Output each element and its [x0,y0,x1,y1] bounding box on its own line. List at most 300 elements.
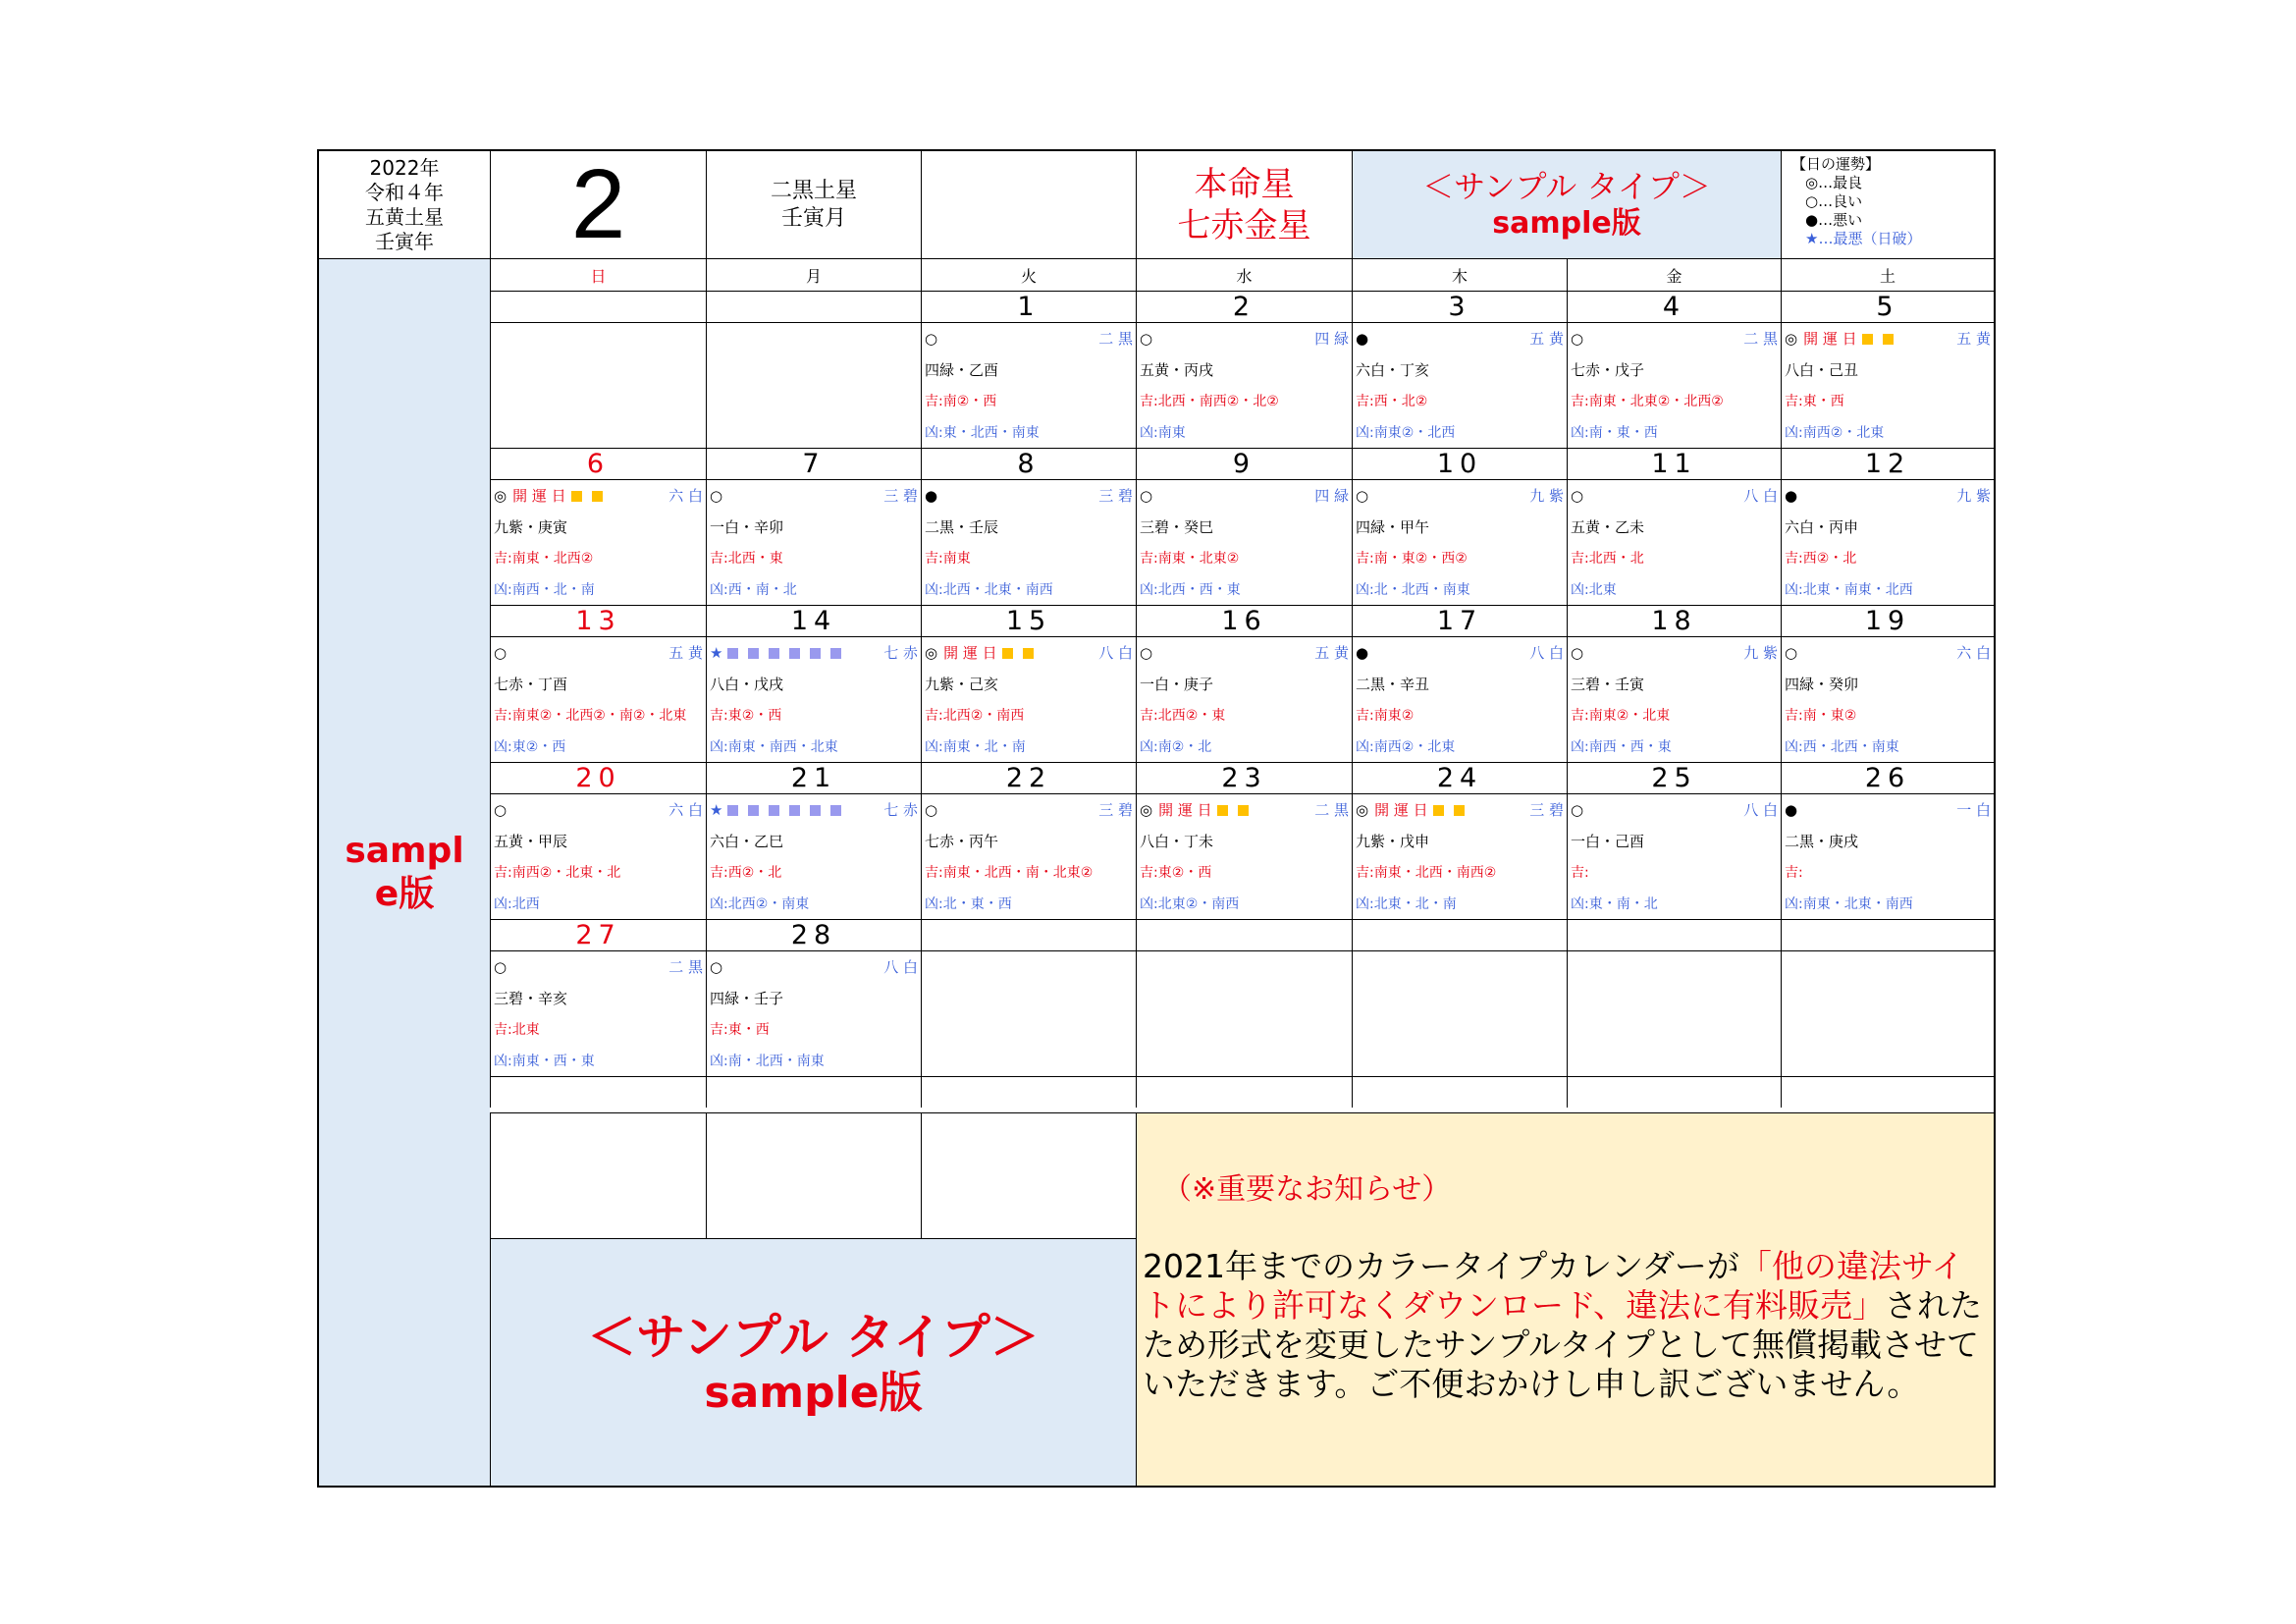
fortune-row [1356,480,1567,512]
fortune-left [710,480,722,512]
fortune-left [1356,794,1469,826]
bad-directions: 凶:西・南・北 [710,582,797,598]
day-star: 三 碧 [883,487,918,505]
fortune-left [1140,323,1152,354]
day-info [1567,636,1781,762]
fortune-left [710,637,846,669]
fortune-row [1571,480,1781,512]
fortune-mark: ○ [1571,644,1584,662]
date-number: 11 [1567,448,1781,479]
stem-branch: 五黄・丙戌 [1140,361,1214,379]
day-star: 五 黄 [1956,330,1991,348]
bottom-empty-cell-2 [706,1112,921,1238]
fortune-row [925,480,1136,512]
bad-directions: 凶:南②・北 [1140,739,1212,755]
date-number [1781,919,1994,950]
legend-good: ○…良い [1805,192,1863,210]
stem-branch: 五黄・乙未 [1571,518,1645,536]
fortune-left [1571,480,1583,512]
stem-branch: 六白・丁亥 [1356,361,1430,379]
date-number [1136,1076,1352,1108]
fortune-row [1140,323,1352,354]
fortune-mark: ◎ [1356,801,1369,819]
date-number [921,919,1136,950]
fortune-row [1571,637,1781,669]
square-icon [1238,805,1249,816]
day-star: 八 白 [1098,644,1133,662]
good-directions: 吉:北西・東 [710,551,783,567]
date-number: 22 [921,762,1136,793]
fortune-row [710,951,921,983]
fortune-left [925,637,1039,669]
year-line: 2022年 [369,155,440,180]
weekday-header: 月 [706,258,921,291]
square-icon [769,648,779,659]
good-directions: 吉:北西②・東 [1140,708,1226,724]
fortune-row [1356,323,1567,354]
good-directions: 吉:南東・北東② [1140,551,1240,567]
date-number [706,291,921,322]
bad-directions: 凶:北東 [1571,582,1617,598]
day-info [706,793,921,919]
sample-header [1352,151,1781,258]
weekday-header: 木 [1352,258,1567,291]
lucky-day-label: 開 運 日 [512,487,566,505]
day-star: 三 碧 [1529,801,1564,819]
day-info [1781,322,1994,448]
fortune-mark: ○ [494,801,507,819]
good-directions: 吉:北西・北 [1571,551,1644,567]
fortune-row [1356,637,1567,669]
square-icon [1217,805,1228,816]
good-directions: 吉:南・東② [1785,708,1857,724]
month-number: 2 [490,151,706,258]
legend-bad: ●…悪い [1805,211,1863,229]
square-icon [727,805,738,816]
fortune-row [494,794,706,826]
weekday-header: 金 [1567,258,1781,291]
day-star: 五 黄 [1529,330,1564,348]
month-stem-line: 壬寅月 [780,205,846,231]
fortune-left [1356,637,1368,669]
day-info [1781,636,1994,762]
lucky-day-label: 開 運 日 [1374,801,1428,819]
day-info [1136,950,1352,1076]
fortune-mark: ○ [494,644,507,662]
day-star: 七 赤 [883,644,918,662]
bad-directions: 凶:北・北西・南東 [1356,582,1470,598]
day-star: 二 黒 [1314,801,1349,819]
square-icon [769,805,779,816]
day-info [1781,793,1994,919]
lucky-day-label: 開 運 日 [1803,330,1857,348]
day-star: 二 黒 [668,958,703,976]
day-info [706,636,921,762]
lucky-day-label: 開 運 日 [943,644,997,662]
bad-directions: 凶:南西②・北東 [1785,425,1885,441]
stem-branch: 四緑・乙酉 [925,361,999,379]
fortune-row [925,637,1136,669]
day-info [921,950,1136,1076]
day-star: 八 白 [1743,487,1778,505]
day-star: 五 黄 [1314,644,1349,662]
day-star: 六 白 [668,801,703,819]
calendar [317,149,1996,1488]
date-number: 28 [706,919,921,950]
fortune-row [1140,480,1352,512]
square-icon [789,648,800,659]
date-number: 9 [1136,448,1352,479]
honmei-value: 七赤金星 [1177,205,1311,245]
bad-directions: 凶:東・南・北 [1571,896,1658,912]
fortune-left [494,480,608,512]
good-directions: 吉:南西②・北東・北 [494,865,621,881]
stem-branch: 二黒・庚戌 [1785,833,1859,850]
good-directions: 吉:南東② [1356,708,1415,724]
date-number: 12 [1781,448,1994,479]
square-icon [1454,805,1465,816]
day-star: 四 緑 [1314,487,1349,505]
fortune-left [1571,323,1583,354]
square-icon [592,491,603,502]
day-star: 五 黄 [668,644,703,662]
date-number: 27 [490,919,706,950]
notice-body [1143,1247,1984,1404]
stem-branch: 八白・己丑 [1785,361,1859,379]
fortune-mark: ○ [1571,330,1584,348]
stem-branch: 四緑・壬子 [710,990,784,1007]
fortune-left [494,794,507,826]
day-star: 一 白 [1956,801,1991,819]
day-star: 八 白 [883,958,918,976]
fortune-row [1785,323,1994,354]
fortune-mark: ○ [494,958,507,976]
stem-branch: 一白・己酉 [1571,833,1645,850]
fortune-mark: ○ [1356,487,1369,505]
date-number: 1 [921,291,1136,322]
bad-directions: 凶:南東・南西・北東 [710,739,838,755]
fortune-row [710,480,921,512]
fortune-left [925,323,937,354]
date-number: 10 [1352,448,1567,479]
date-number [706,1076,921,1108]
bad-directions: 凶:南・東・西 [1571,425,1658,441]
fortune-row [925,794,1136,826]
important-notice [1136,1112,1994,1486]
day-info [1567,479,1781,605]
fortune-row [710,637,921,669]
bad-directions: 凶:西・北西・南東 [1785,739,1899,755]
stem-branch: 四緑・甲午 [1356,518,1430,536]
bad-directions: 凶:南西・西・東 [1571,739,1672,755]
stem-branch: 二黒・壬辰 [925,518,999,536]
date-number: 5 [1781,291,1994,322]
square-icon [1002,648,1013,659]
stem-branch: 三碧・辛亥 [494,990,568,1007]
good-directions: 吉:西②・北 [710,865,782,881]
date-number: 14 [706,605,921,636]
fortune-row [1571,323,1781,354]
day-info [1781,950,1994,1076]
day-star: 三 碧 [1098,801,1133,819]
square-icon [571,491,582,502]
stem-branch: 三碧・壬寅 [1571,676,1645,693]
legend-worst: ★…最悪（日破） [1805,230,1922,247]
day-info [1136,636,1352,762]
side-sample-text: sample版 [345,830,464,914]
bad-directions: 凶:東・北西・南東 [925,425,1040,441]
date-number: 3 [1352,291,1567,322]
date-number: 13 [490,605,706,636]
date-number [490,291,706,322]
square-icon [1883,334,1894,345]
fortune-mark: ★ [710,644,723,662]
fortune-mark: ○ [710,958,723,976]
fortune-left [1785,637,1797,669]
bad-directions: 凶:南西・北・南 [494,582,595,598]
day-star: 九 紫 [1956,487,1991,505]
good-directions: 吉:南東・北西・南・北東② [925,865,1094,881]
day-info [706,322,921,448]
stem-branch: 三碧・癸巳 [1140,518,1214,536]
stem-branch: 七赤・戊子 [1571,361,1645,379]
square-icon [830,648,841,659]
day-star: 三 碧 [1098,487,1133,505]
fortune-mark: ● [1356,644,1369,662]
stem-branch: 九紫・己亥 [925,676,999,693]
day-star: 二 黒 [1098,330,1133,348]
fortune-row [710,794,921,826]
stem-branch: 一白・庚子 [1140,676,1214,693]
year-star-line: 五黄土星 [365,204,444,229]
fortune-mark: ○ [1140,644,1153,662]
bottom-sample-sub: sample版 [704,1367,923,1418]
fortune-left [1356,323,1368,354]
day-star: 二 黒 [1743,330,1778,348]
square-icon [830,805,841,816]
good-directions: 吉: [1785,865,1803,881]
square-icon [1433,805,1444,816]
day-info [1567,793,1781,919]
date-number: 24 [1352,762,1567,793]
side-sample-label [319,258,490,1486]
fortune-row [1140,794,1352,826]
year-stem-line: 壬寅年 [375,229,434,253]
day-info [706,479,921,605]
stem-branch: 八白・戊戌 [710,676,784,693]
fortune-legend [1781,151,1994,258]
good-directions: 吉:東・西 [1785,394,1844,409]
bad-directions: 凶:北西・北東・南西 [925,582,1053,598]
sample-title: ＜サンプル タイプ＞ [1422,167,1711,205]
day-star: 八 白 [1743,801,1778,819]
bottom-empty-cell-3 [921,1112,1136,1238]
bad-directions: 凶:北西・西・東 [1140,582,1241,598]
fortune-row [1140,637,1352,669]
date-number: 26 [1781,762,1994,793]
bad-directions: 凶:南東 [1140,425,1186,441]
day-info [1567,322,1781,448]
fortune-row [925,323,1136,354]
bad-directions: 凶:南東・西・東 [494,1054,595,1069]
day-star: 六 白 [668,487,703,505]
notice-heading: （※重要なお知らせ） [1162,1172,1452,1207]
date-number [1352,1076,1567,1108]
good-directions: 吉:東②・西 [710,708,782,724]
good-directions: 吉: [1571,865,1589,881]
fortune-row [1356,794,1567,826]
day-info [921,322,1136,448]
good-directions: 吉:南②・西 [925,394,997,409]
sample-sub: sample版 [1492,205,1641,241]
stem-branch: 九紫・庚寅 [494,518,568,536]
fortune-mark: ◎ [1140,801,1153,819]
bottom-sample-title: ＜サンプル タイプ＞ [587,1308,1040,1366]
day-star: 六 白 [1956,644,1991,662]
day-info [1136,793,1352,919]
date-number: 6 [490,448,706,479]
weekday-header: 日 [490,258,706,291]
date-number: 23 [1136,762,1352,793]
date-number: 16 [1136,605,1352,636]
notice-text-2: されたため形式を変更したサンプルタイプとして無償掲載させていただきます。ご不便おかけし申し訳ございません。 [1143,1286,1983,1403]
fortune-left [1140,794,1254,826]
date-number: 18 [1567,605,1781,636]
date-number [1567,919,1781,950]
fortune-mark: ○ [1571,801,1584,819]
fortune-left [1785,480,1797,512]
day-info [490,322,706,448]
bottom-empty-cell-1 [490,1112,706,1238]
day-info [1352,950,1567,1076]
good-directions: 吉:東②・西 [1140,865,1212,881]
weekday-header: 火 [921,258,1136,291]
honmei-star [1136,151,1352,258]
day-info [921,479,1136,605]
fortune-mark: ● [1785,487,1798,505]
month-star [706,151,921,258]
fortune-mark: ◎ [494,487,507,505]
stem-branch: 七赤・丙午 [925,833,999,850]
fortune-left [1571,794,1583,826]
fortune-row [1785,637,1994,669]
good-directions: 吉:南東 [925,551,971,567]
square-icon [748,805,759,816]
stem-branch: 四緑・癸卯 [1785,676,1859,693]
fortune-row [494,637,706,669]
bottom-sample-block [490,1238,1136,1486]
stem-branch: 六白・丙申 [1785,518,1859,536]
square-icon [727,648,738,659]
bad-directions: 凶:北西 [494,896,540,912]
fortune-row [494,480,706,512]
bad-directions: 凶:東②・西 [494,739,566,755]
year-block [319,151,490,258]
date-number: 7 [706,448,921,479]
square-icon [1862,334,1873,345]
date-number: 21 [706,762,921,793]
good-directions: 吉:西②・北 [1785,551,1857,567]
bad-directions: 凶:南東・北・南 [925,739,1026,755]
fortune-left [925,480,937,512]
date-number [1352,919,1567,950]
good-directions: 吉:北西・南西②・北② [1140,394,1279,409]
fortune-row [1571,794,1781,826]
good-directions: 吉:北西②・南西 [925,708,1025,724]
fortune-mark: ○ [1571,487,1584,505]
fortune-mark: ◎ [1785,330,1798,348]
square-icon [748,648,759,659]
empty-header-cell [921,151,1136,258]
day-info [1352,479,1567,605]
fortune-left [1571,637,1583,669]
bad-directions: 凶:北東②・南西 [1140,896,1240,912]
bad-directions: 凶:北東・北・南 [1356,896,1457,912]
fortune-left [710,951,722,983]
day-info [1136,322,1352,448]
stem-branch: 二黒・辛丑 [1356,676,1430,693]
day-info [1352,636,1567,762]
fortune-row [1785,794,1994,826]
fortune-left [1140,637,1152,669]
date-number [921,1076,1136,1108]
notice-text-red: 「他の違法サイトにより許可なくダウンロード、違法に有料販売」 [1143,1247,1964,1325]
weekday-header: 水 [1136,258,1352,291]
fortune-mark: ○ [1140,330,1153,348]
day-info [490,793,706,919]
day-info [1352,793,1567,919]
good-directions: 吉:北東 [494,1022,540,1038]
bad-directions: 凶:南東②・北西 [1356,425,1456,441]
day-info [921,793,1136,919]
fortune-mark: ○ [925,330,938,348]
day-info [1567,950,1781,1076]
day-info [921,636,1136,762]
legend-title: 【日の運勢】 [1791,155,1881,173]
date-number [1567,1076,1781,1108]
good-directions: 吉:東・西 [710,1022,770,1038]
day-info [490,636,706,762]
fortune-left [494,637,507,669]
fortune-mark: ★ [710,801,723,819]
date-number [1781,1076,1994,1108]
fortune-mark: ○ [710,487,723,505]
weekday-header: 土 [1781,258,1994,291]
day-info [490,950,706,1076]
stem-branch: 八白・丁未 [1140,833,1214,850]
good-directions: 吉:南東・北西② [494,551,594,567]
square-icon [810,648,821,659]
day-star: 四 緑 [1314,330,1349,348]
fortune-mark: ● [1356,330,1369,348]
day-star: 八 白 [1529,644,1564,662]
date-number: 4 [1567,291,1781,322]
date-number: 25 [1567,762,1781,793]
day-star: 九 紫 [1529,487,1564,505]
day-info [1136,479,1352,605]
day-info [1352,322,1567,448]
honmei-label: 本命星 [1194,164,1295,204]
day-info [706,950,921,1076]
fortune-left [1140,480,1152,512]
fortune-left [1356,480,1368,512]
good-directions: 吉:南東②・北東 [1571,708,1671,724]
notice-text-1: 2021年までのカラータイプカレンダーが [1143,1247,1739,1285]
stem-branch: 六白・乙巳 [710,833,784,850]
fortune-mark: ○ [1785,644,1798,662]
stem-branch: 九紫・戊申 [1356,833,1430,850]
stem-branch: 一白・辛卯 [710,518,784,536]
